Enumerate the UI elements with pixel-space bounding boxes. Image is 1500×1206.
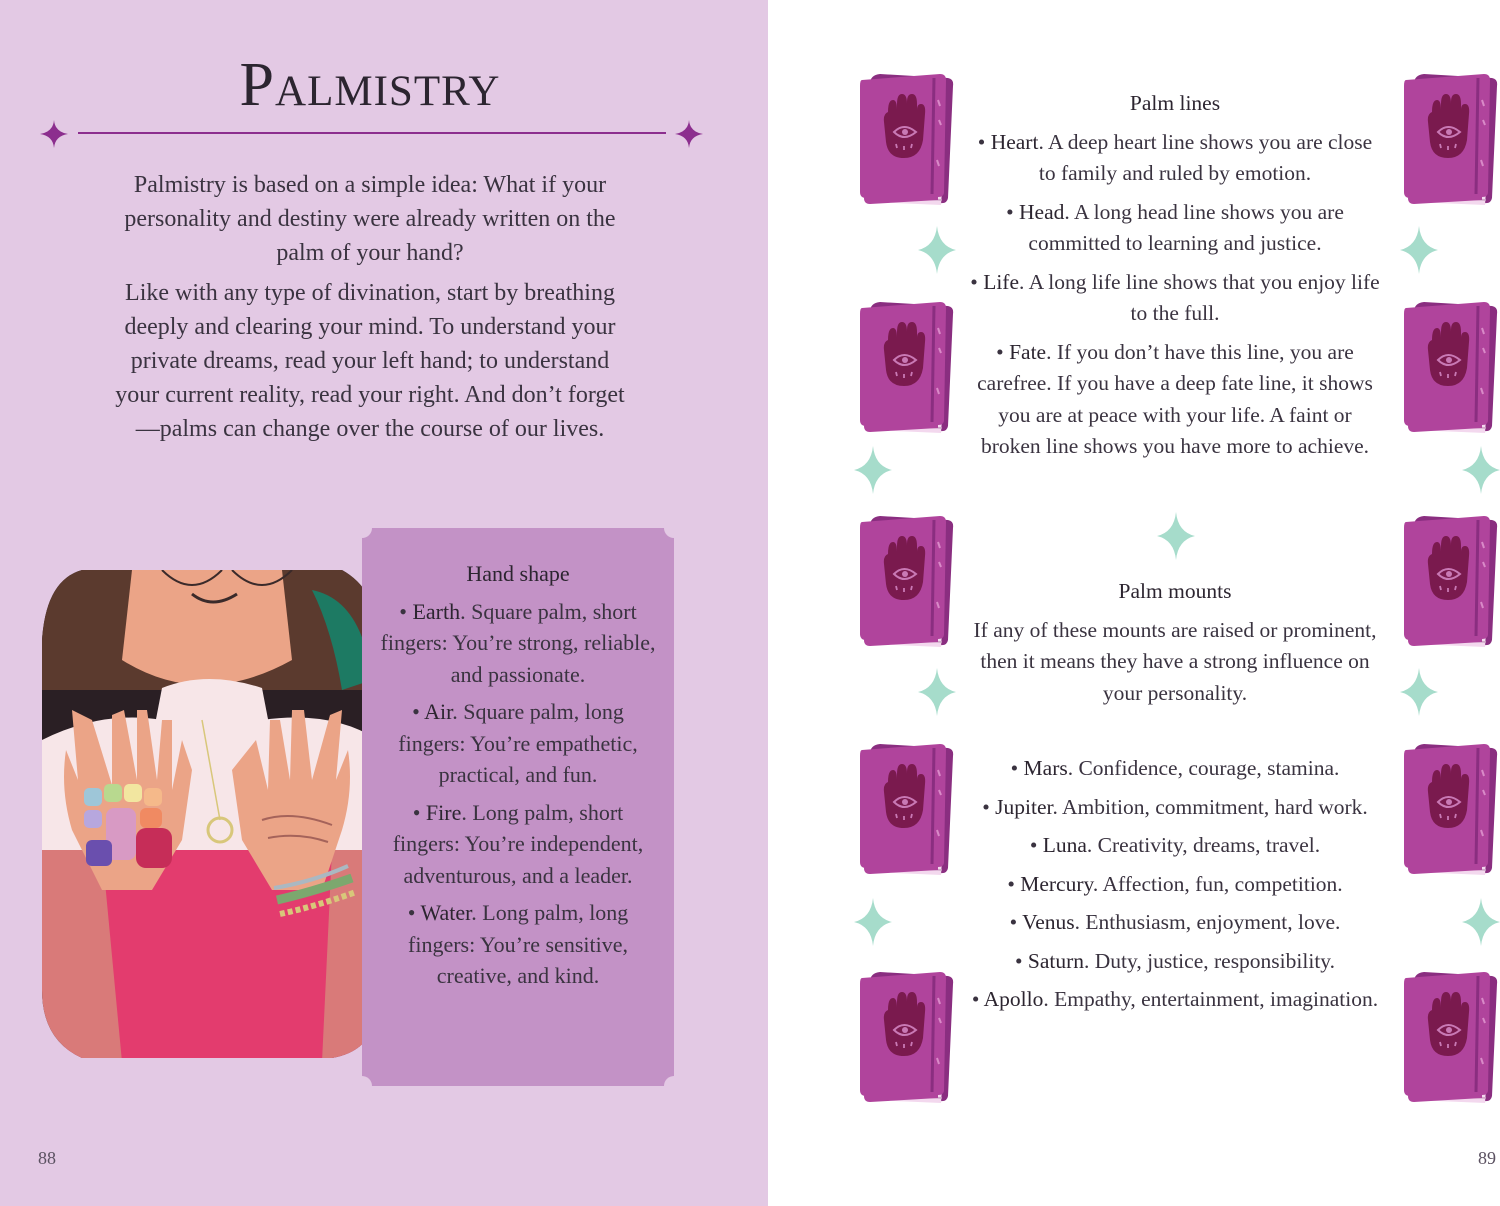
palm-mounts-intro: If any of these mounts are raised or prominent, then it means they have a strong influence on your personality. [973, 617, 1377, 705]
book-icon [858, 298, 954, 440]
hand-shape-item-water: • Water. Long palm, long fingers: You’re sensitive, creative, and kind. [407, 900, 629, 988]
book-icon [858, 70, 954, 212]
palm-line-item-head: • Head. A long head line shows you are committed to learning and justice. [1006, 199, 1344, 255]
mount-item-jupiter: • Jupiter. Ambition, commitment, hard work. [982, 794, 1368, 819]
sparkle-icon [38, 118, 70, 150]
sparkle-icon [854, 898, 892, 946]
title-rule [78, 132, 666, 134]
mount-item-saturn: • Saturn. Duty, justice, responsibility. [1014, 948, 1336, 973]
palm-lines-section [968, 88, 1382, 470]
palm-mounts-heading: Palm mounts [1118, 579, 1232, 603]
book-icon [1402, 512, 1498, 654]
sparkle-icon [854, 446, 892, 494]
palm-line-item-life: • Life. A long life line shows that you enjoy life to the full. [970, 269, 1380, 325]
sparkle-icon [1400, 226, 1438, 274]
book-icon [858, 512, 954, 654]
palm-line-item-heart: • Heart. A deep heart line shows you are close to family and ruled by emotion. [977, 129, 1373, 185]
mount-item-luna: • Luna. Creativity, dreams, travel. [1029, 833, 1321, 857]
book-icon [1402, 70, 1498, 212]
hand-shape-panel [362, 528, 674, 1086]
book-icon [858, 968, 954, 1110]
hand-shape-item-earth: • Earth. Square palm, short fingers: You’re strong, reliable, and passionate. [380, 598, 656, 687]
sparkle-icon [1462, 898, 1500, 946]
book-icon [1402, 298, 1498, 440]
palm-lines-heading: Palm lines [1129, 91, 1221, 115]
mount-item-apollo: • Apollo. Empathy, entertainment, imagination. [971, 987, 1379, 1011]
intro-text [110, 168, 630, 452]
mount-item-venus: • Venus. Enthusiasm, enjoyment, love. [1009, 910, 1341, 934]
sparkle-icon [1400, 668, 1438, 716]
sparkle-icon [1462, 446, 1500, 494]
palm-mounts-section [968, 576, 1382, 1023]
hand-shape-item-fire: • Fire. Long palm, short fingers: You’re independent, adventurous, and a leader. [392, 799, 644, 888]
page-number-left: 88 [38, 1148, 56, 1168]
intro-paragraph: Palmistry is based on a simple idea: What if your personality and destiny were already written on the palm of your hand? [124, 172, 616, 266]
intro-paragraph: Like with any type of divination, start by breathing deeply and clearing your mind. To understand your private dreams, read your left hand; to understand your current reality, read your right. And don’t forget—palms can change over the course of our lives. [115, 280, 625, 442]
mount-item-mars: • Mars. Confidence, courage, stamina. [1010, 756, 1340, 780]
sparkle-icon [918, 226, 956, 274]
book-icon [1402, 968, 1498, 1110]
mount-item-mercury: • Mercury. Affection, fun, competition. [1007, 871, 1343, 896]
palm-reading-illustration [42, 570, 378, 1062]
hand-shape-item-air: • Air. Square palm, long fingers: You’re empathetic, practical, and fun. [398, 699, 638, 787]
page-number-right: 89 [1478, 1148, 1496, 1168]
sparkle-icon [673, 118, 705, 150]
palm-line-item-fate: • Fate. If you don’t have this line, you are carefree. If you have a deep fate line, it shows you are at peace with your life. A faint or broken line shows you have more to achieve. [977, 339, 1373, 458]
sparkle-icon [1157, 512, 1195, 560]
book-icon [858, 740, 954, 882]
hand-shape-heading: Hand shape [466, 561, 570, 586]
book-icon [1402, 740, 1498, 882]
page-title: Palmistry [239, 51, 501, 119]
sparkle-icon [918, 668, 956, 716]
